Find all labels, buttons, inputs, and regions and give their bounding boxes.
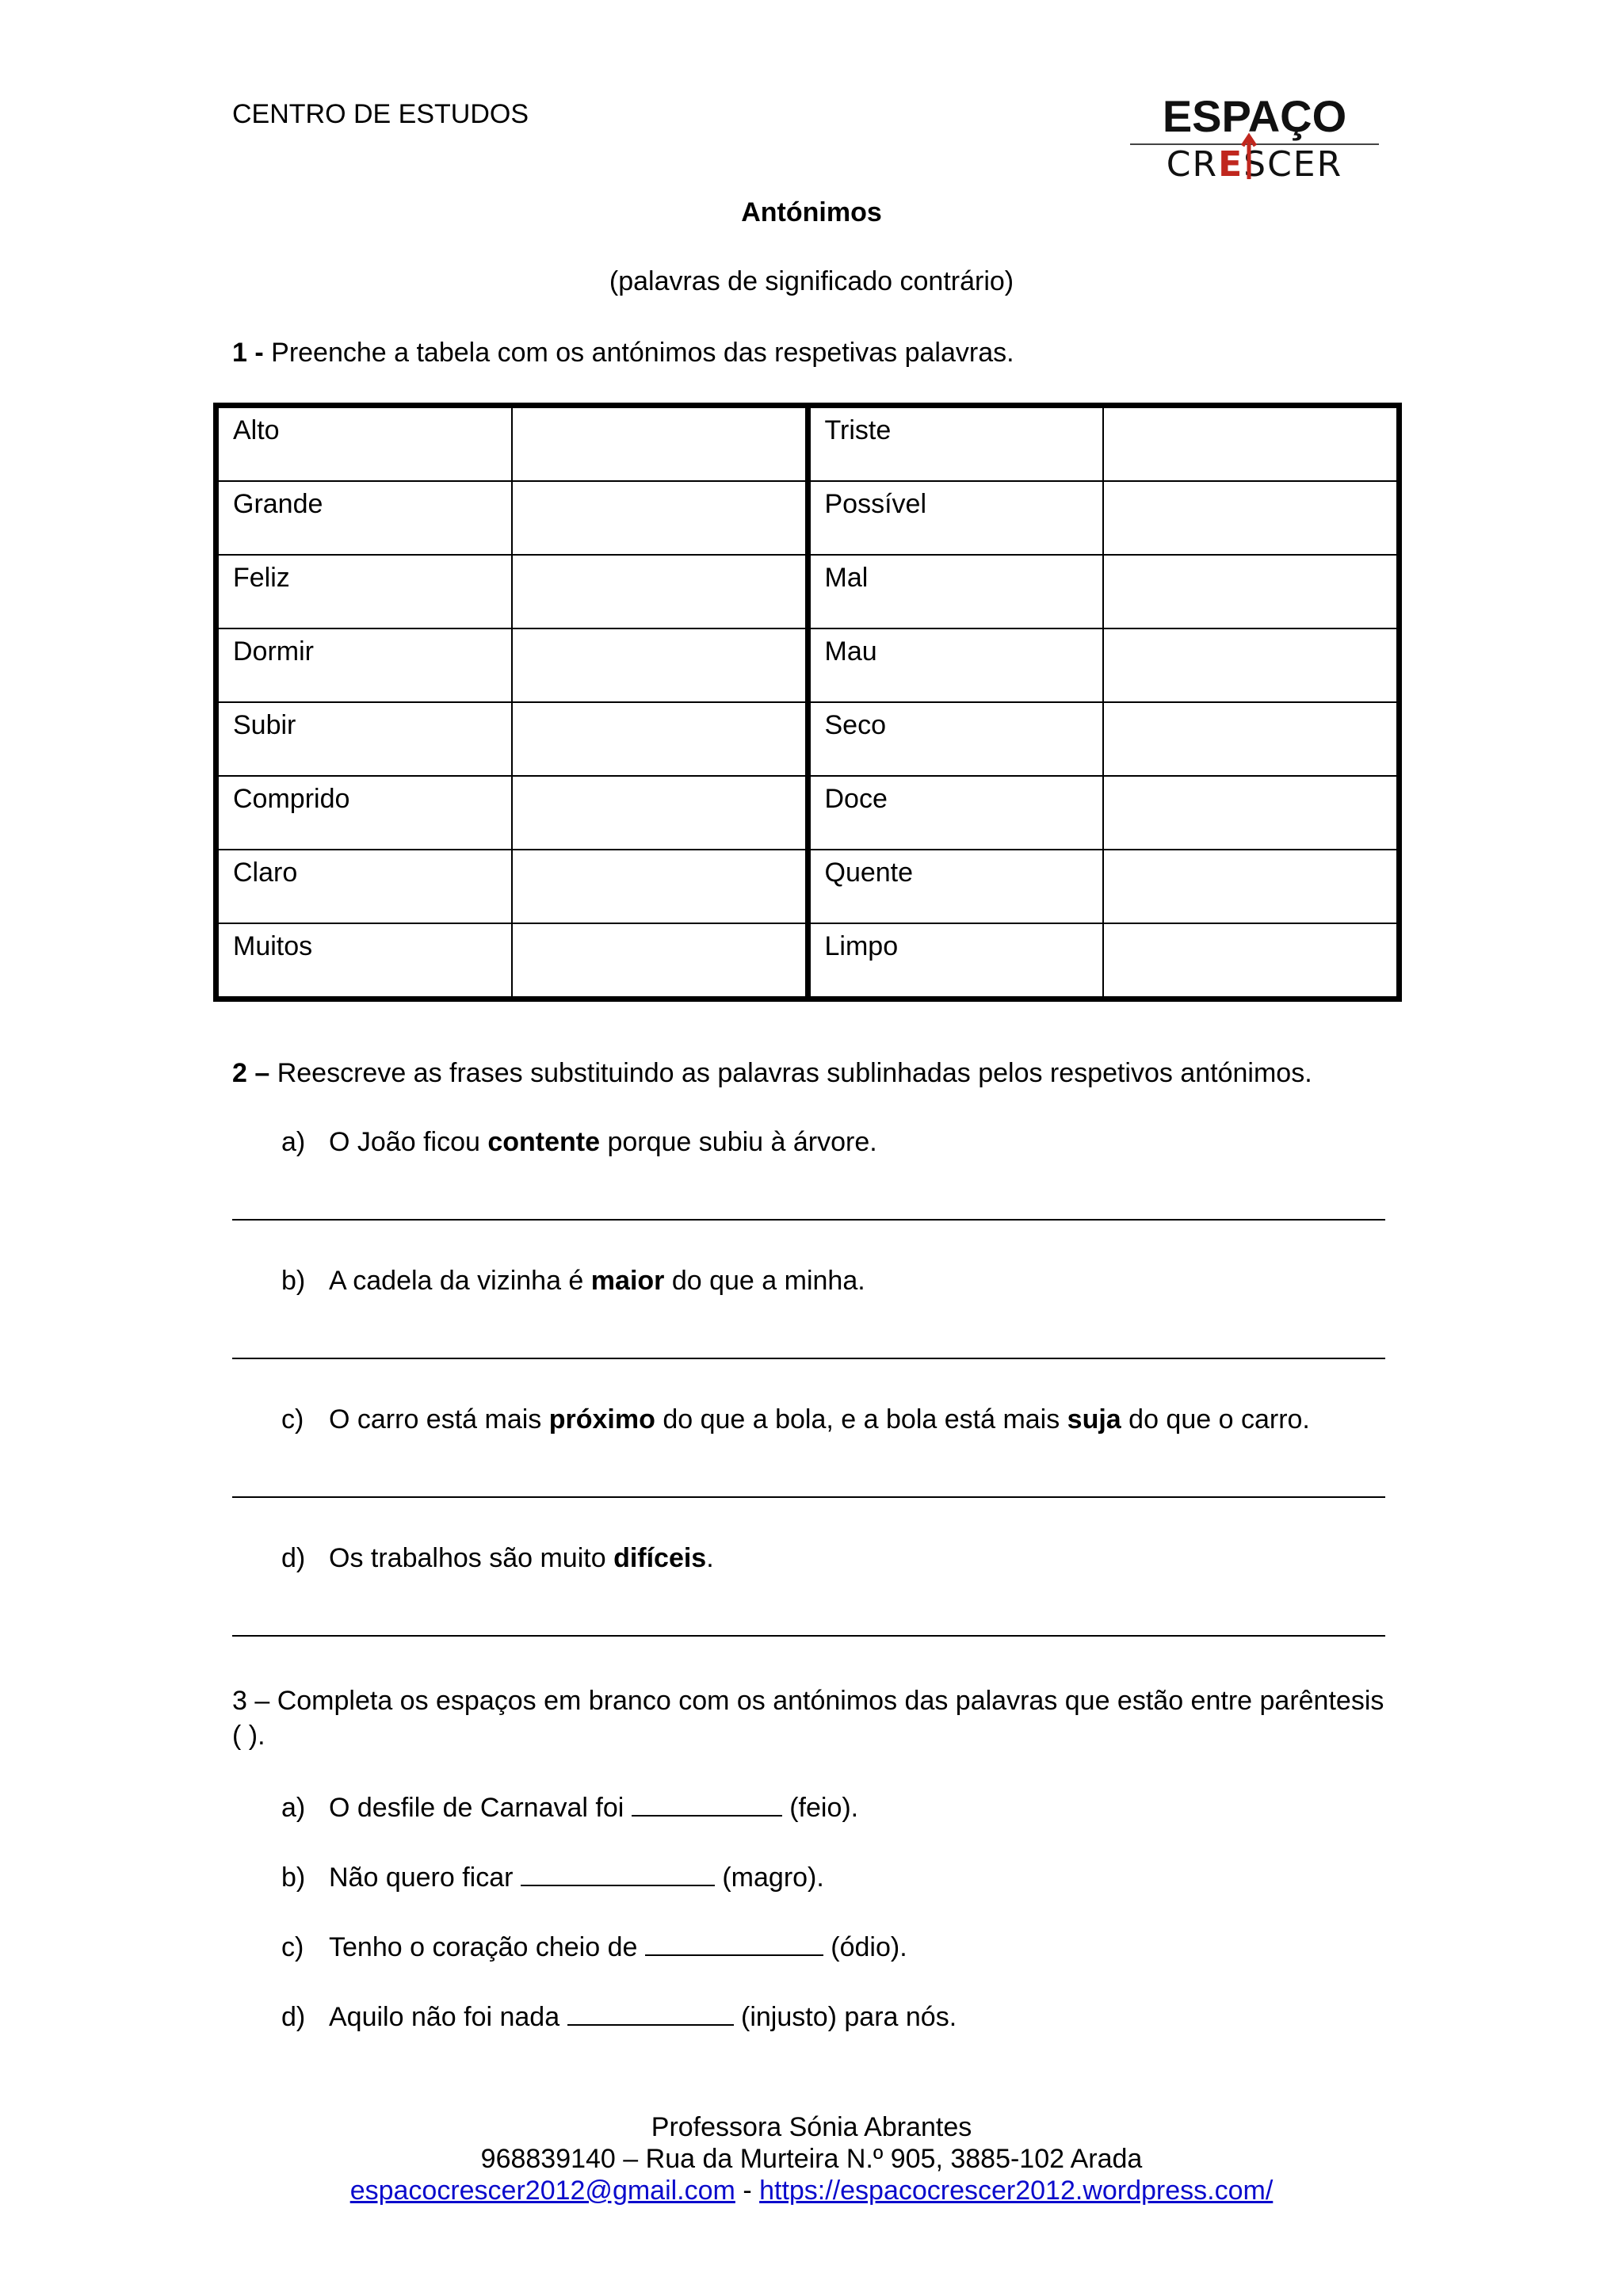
answer-cell[interactable]: [1103, 406, 1399, 482]
answer-cell[interactable]: [1103, 702, 1399, 776]
answer-cell[interactable]: [512, 702, 808, 776]
answer-cell[interactable]: [1103, 776, 1399, 850]
table-row: [216, 628, 1400, 702]
word-cell: Mal: [808, 555, 1103, 628]
question-3-instruction: 3 – Completa os espaços em branco com os antónimos das palavras que estão entre parêntesis ( ).: [232, 1686, 1384, 1751]
answer-cell[interactable]: [512, 628, 808, 702]
fill-blank[interactable]: [632, 1791, 782, 1817]
table-row: [216, 406, 1400, 482]
table-row: [216, 850, 1400, 923]
question-1-instruction: [232, 335, 1014, 370]
bold-word: contente: [487, 1127, 601, 1157]
q2-item-b: b) A cadela da vizinha é maior do que a minha.: [281, 1266, 865, 1296]
center-name: CENTRO DE ESTUDOS: [232, 99, 529, 129]
table-row: [216, 481, 1400, 555]
website-link[interactable]: https://espacocrescer2012.wordpress.com/: [759, 2176, 1274, 2206]
answer-cell[interactable]: [512, 923, 808, 999]
answer-cell[interactable]: [1103, 481, 1399, 555]
word-cell: Alto: [216, 406, 512, 482]
page-title: Antónimos: [741, 197, 882, 227]
word-cell: Triste: [808, 406, 1103, 482]
table-row: [216, 555, 1400, 628]
answer-cell[interactable]: [1103, 628, 1399, 702]
answer-cell[interactable]: [512, 481, 808, 555]
table-row: [216, 776, 1400, 850]
answer-line-c[interactable]: [232, 1496, 1385, 1498]
question-2-text: Reescreve as frases substituindo as palavras sublinhadas pelos respetivos antónimos.: [277, 1058, 1312, 1088]
word-cell: Mau: [808, 628, 1103, 702]
word-cell: Feliz: [216, 555, 512, 628]
bold-word: maior: [590, 1266, 665, 1296]
svg-text:CRESCER: CRESCER: [1166, 144, 1343, 185]
bold-word: suja: [1067, 1404, 1121, 1435]
word-cell: Quente: [808, 850, 1103, 923]
table-row: [216, 923, 1400, 999]
answer-cell[interactable]: [1103, 850, 1399, 923]
q3-item-a: a) O desfile de Carnaval foi (feio).: [281, 1793, 859, 1823]
answer-line-d[interactable]: [232, 1635, 1385, 1637]
footer-teacher: Professora Sónia Abrantes: [651, 2112, 972, 2142]
word-cell: Possível: [808, 481, 1103, 555]
word-cell: Limpo: [808, 923, 1103, 999]
answer-cell[interactable]: [512, 850, 808, 923]
answer-cell[interactable]: [512, 555, 808, 628]
question-1-text: Preenche a tabela com os antónimos das respetivas palavras.: [271, 338, 1014, 368]
svg-text:ESPAÇO: ESPAÇO: [1162, 92, 1347, 141]
word-cell: Comprido: [216, 776, 512, 850]
bold-word: difíceis: [613, 1543, 707, 1573]
email-link[interactable]: espacocrescer2012@gmail.com: [349, 2176, 735, 2206]
word-cell: Doce: [808, 776, 1103, 850]
table-row: [216, 702, 1400, 776]
word-cell: Muitos: [216, 923, 512, 999]
word-cell: Dormir: [216, 628, 512, 702]
q2-item-d: d) Os trabalhos são muito difíceis.: [281, 1543, 714, 1573]
word-cell: Subir: [216, 702, 512, 776]
footer-links: espacocrescer2012@gmail.com - https://espacocrescer2012.wordpress.com/: [349, 2176, 1274, 2206]
q2-item-a: a) O João ficou contente porque subiu à árvore.: [281, 1127, 877, 1157]
answer-cell[interactable]: [512, 776, 808, 850]
answer-cell[interactable]: [512, 406, 808, 482]
q2-item-c: c) O carro está mais próximo do que a bola, e a bola está mais suja do que o carro.: [281, 1404, 1310, 1435]
answer-cell[interactable]: [1103, 555, 1399, 628]
q3-item-b: b) Não quero ficar (magro).: [281, 1862, 824, 1893]
fill-blank[interactable]: [645, 1931, 823, 1956]
fill-blank[interactable]: [521, 1861, 715, 1886]
answer-line-a[interactable]: [232, 1219, 1385, 1221]
antonyms-table: [213, 403, 1402, 1002]
page-subtitle: (palavras de significado contrário): [609, 266, 1014, 296]
word-cell: Claro: [216, 850, 512, 923]
question-2-number: 2 –: [232, 1058, 270, 1088]
q3-item-c: c) Tenho o coração cheio de (ódio).: [281, 1932, 907, 1962]
question-2-instruction: [232, 1056, 1312, 1091]
footer-contact: 968839140 – Rua da Murteira N.º 905, 3885-102 Arada: [480, 2144, 1143, 2174]
answer-cell[interactable]: [1103, 923, 1399, 999]
word-cell: Seco: [808, 702, 1103, 776]
answer-line-b[interactable]: [232, 1358, 1385, 1359]
question-1-number: 1 -: [232, 338, 264, 368]
espaco-crescer-logo: [1124, 92, 1385, 187]
bold-word: próximo: [548, 1404, 655, 1435]
word-cell: Grande: [216, 481, 512, 555]
q3-item-d: d) Aquilo não foi nada (injusto) para nós.: [281, 2002, 957, 2032]
fill-blank[interactable]: [567, 2000, 734, 2026]
